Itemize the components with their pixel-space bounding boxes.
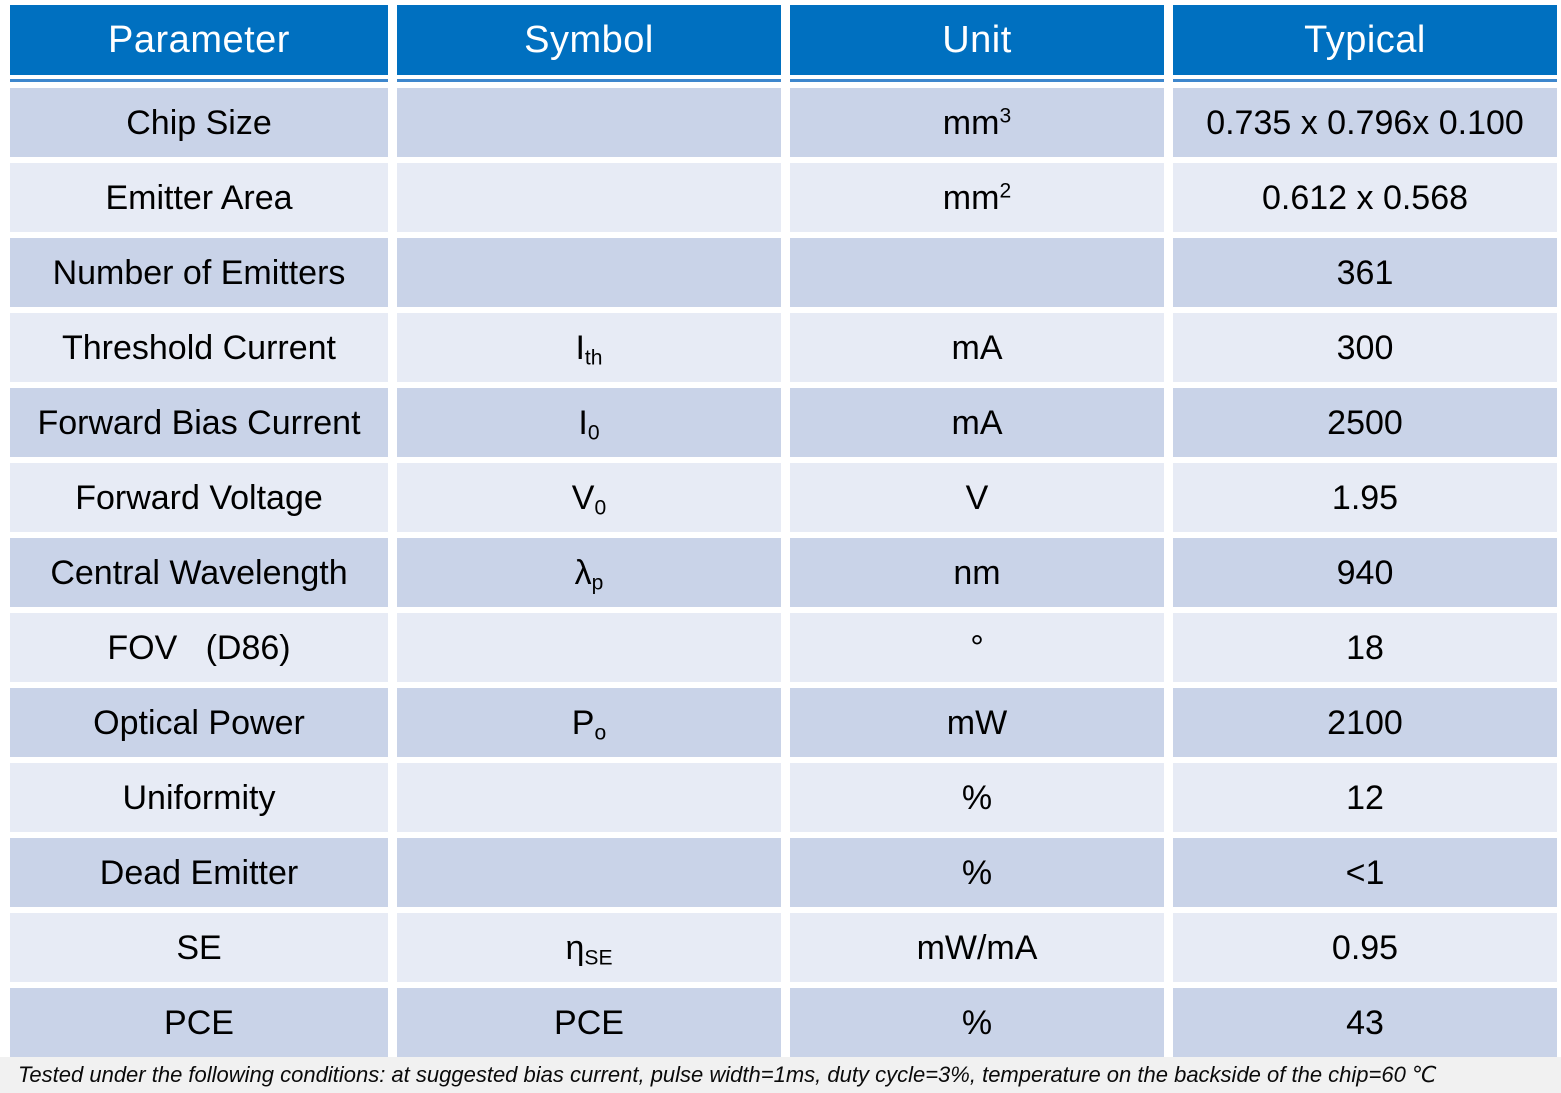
parameter-cell: Emitter Area: [10, 163, 388, 232]
parameter-cell: Dead Emitter: [10, 838, 388, 907]
unit-cell: %: [790, 988, 1164, 1057]
typical-cell: 0.735 x 0.796x 0.100: [1173, 88, 1557, 157]
symbol-cell: [397, 613, 781, 682]
unit-cell: $mm^2$: [790, 163, 1164, 232]
column-header-label: Symbol: [397, 5, 781, 75]
header-underline: [397, 79, 781, 82]
unit-cell: [790, 238, 1164, 307]
column-header-symbol: [397, 5, 781, 82]
unit-cell: %: [790, 763, 1164, 832]
column-header-typical: [1173, 5, 1557, 82]
parameter-cell: Uniformity: [10, 763, 388, 832]
symbol-cell: $\eta_{SE}$: [397, 913, 781, 982]
parameter-cell: FOV (D86): [10, 613, 388, 682]
parameter-cell: Forward Voltage: [10, 463, 388, 532]
symbol-cell: $V_0$: [397, 463, 781, 532]
header-underline: [1173, 79, 1557, 82]
unit-cell: mW: [790, 688, 1164, 757]
parameter-cell: Forward Bias Current: [10, 388, 388, 457]
unit-cell: mA: [790, 388, 1164, 457]
typical-cell: 18: [1173, 613, 1557, 682]
unit-cell: mW/mA: [790, 913, 1164, 982]
column-header-label: Typical: [1173, 5, 1557, 75]
test-conditions-note: Tested under the following conditions: at suggested bias current, pulse width=1ms, duty cycle=3%, temperature on the backside of the chip=60 ℃: [0, 1057, 1561, 1093]
unit-cell: V: [790, 463, 1164, 532]
typical-cell: 0.612 x 0.568: [1173, 163, 1557, 232]
column-header-label: Unit: [790, 5, 1164, 75]
typical-cell: 0.95: [1173, 913, 1557, 982]
unit-cell: mA: [790, 313, 1164, 382]
typical-cell: 1.95: [1173, 463, 1557, 532]
column-header-unit: [790, 5, 1164, 82]
symbol-cell: [397, 838, 781, 907]
symbol-cell: PCE: [397, 988, 781, 1057]
symbol-cell: $I_{th}$: [397, 313, 781, 382]
parameter-cell: Optical Power: [10, 688, 388, 757]
parameter-cell: Central Wavelength: [10, 538, 388, 607]
unit-cell: %: [790, 838, 1164, 907]
parameter-cell: Chip Size: [10, 88, 388, 157]
header-underline: [790, 79, 1164, 82]
parameter-cell: PCE: [10, 988, 388, 1057]
parameter-cell: Threshold Current: [10, 313, 388, 382]
typical-cell: 12: [1173, 763, 1557, 832]
unit-cell: °: [790, 613, 1164, 682]
typical-cell: <1: [1173, 838, 1557, 907]
typical-cell: 361: [1173, 238, 1557, 307]
symbol-cell: $\lambda_p$: [397, 538, 781, 607]
parameter-cell: SE: [10, 913, 388, 982]
typical-cell: 940: [1173, 538, 1557, 607]
unit-cell: nm: [790, 538, 1164, 607]
column-header-label: Parameter: [10, 5, 388, 75]
typical-cell: 2100: [1173, 688, 1557, 757]
parameter-cell: Number of Emitters: [10, 238, 388, 307]
symbol-cell: [397, 88, 781, 157]
unit-cell: $mm^3$: [790, 88, 1164, 157]
symbol-cell: $P_o$: [397, 688, 781, 757]
symbol-cell: $I_0$: [397, 388, 781, 457]
header-underline: [10, 79, 388, 82]
column-header-parameter: [10, 5, 388, 82]
typical-cell: 300: [1173, 313, 1557, 382]
symbol-cell: [397, 763, 781, 832]
typical-cell: 2500: [1173, 388, 1557, 457]
typical-cell: 43: [1173, 988, 1557, 1057]
symbol-cell: [397, 163, 781, 232]
symbol-cell: [397, 238, 781, 307]
